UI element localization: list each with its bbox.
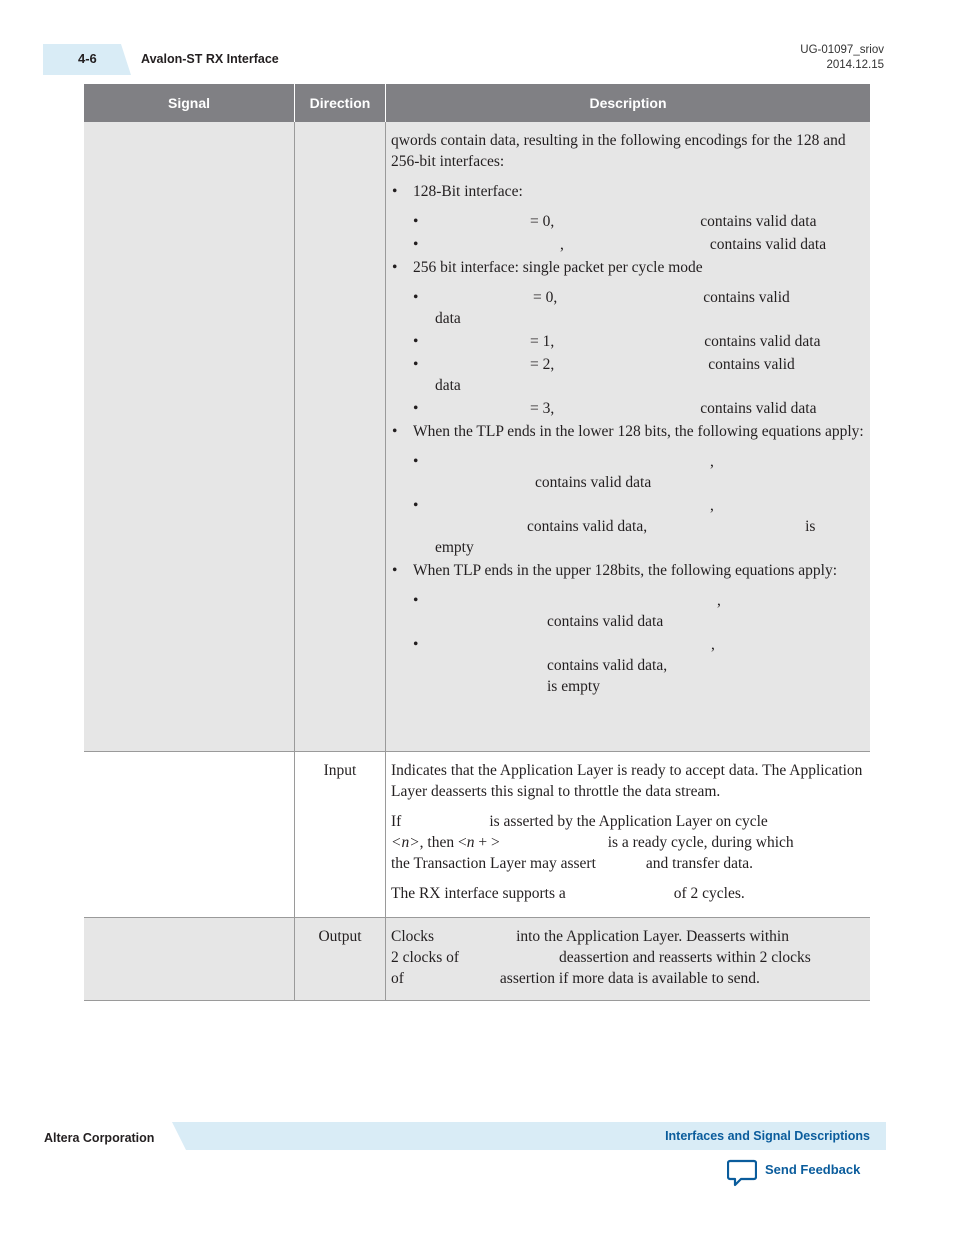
list-item: • = 3, contains valid data [413,398,864,419]
signal-table [84,84,870,1001]
description-paragraph: Indicates that the Application Layer is ready to accept data. The Application Layer deasserts this signal to throttle the data stream. [391,762,863,800]
section-title: Avalon-ST RX Interface [141,52,279,66]
direction-cell: Output [295,918,386,1000]
table-header [84,84,870,122]
list-item: • 128-Bit interface: • = 0, contains valid data • , contains valid data [391,181,864,255]
description-cell [386,752,870,917]
list-item: • 256 bit interface: single packet per cycle mode • = 0, contains valid data • = 1, contains valid data • = 2, contains valid data • = 3, contains valid data [391,257,864,419]
list-item: • = 0, contains valid data [413,211,864,232]
company-name: Altera Corporation [44,1131,155,1145]
list-item: • = 2, contains valid data [413,354,864,396]
encoding-list [391,181,864,697]
direction-cell: Input [295,752,386,917]
column-header-signal: Signal [84,84,295,122]
doc-id: UG-01097_sriov [800,44,884,56]
description-paragraph: The RX interface supports a of 2 cycles. [391,885,745,902]
list-item: • , contains valid data, is empty [413,634,864,697]
signal-cell [84,122,295,751]
list-item: • When the TLP ends in the lower 128 bits, the following equations apply: • , contains valid data • , contains valid data, is empty [391,421,864,558]
table-row [84,122,870,752]
description-paragraph: If is asserted by the Application Layer on cycle <n>, then <n + > is a ready cycle, during which the Transaction Layer may assert and transfer data. [391,813,794,872]
list-item: • , contains valid data [413,451,864,493]
table-row [84,918,870,1001]
description-cell: Clocks into the Application Layer. Deasserts within 2 clocks of deassertion and reasserts within 2 clocks of assertion if more data is available to send. [391,928,811,987]
chapter-link[interactable]: Interfaces and Signal Descriptions [665,1129,870,1143]
list-item: • = 1, contains valid data [413,331,864,352]
page-number: 4-6 [78,51,97,66]
list-item: • , contains valid data, is empty [413,495,864,558]
list-item: • , contains valid data [413,234,864,255]
doc-meta [800,43,884,73]
signal-cell [84,918,295,1000]
description-cell [386,122,870,751]
feedback-icon[interactable] [727,1159,757,1187]
signal-cell [84,752,295,917]
list-item: • When TLP ends in the upper 128bits, the following equations apply: • , contains valid data • , contains valid data, is empty [391,560,864,697]
direction-cell [295,122,386,751]
list-item: • = 0, contains valid data [413,287,864,329]
column-header-description: Description [589,95,667,111]
description-intro: qwords contain data, resulting in the following encodings for the 128 and 256-bit interfaces: [391,132,846,170]
table-row [84,752,870,918]
send-feedback-link[interactable]: Send Feedback [765,1162,861,1177]
doc-date: 2014.12.15 [826,59,884,71]
list-item: • , contains valid data [413,590,864,632]
column-header-direction: Direction [295,84,386,122]
